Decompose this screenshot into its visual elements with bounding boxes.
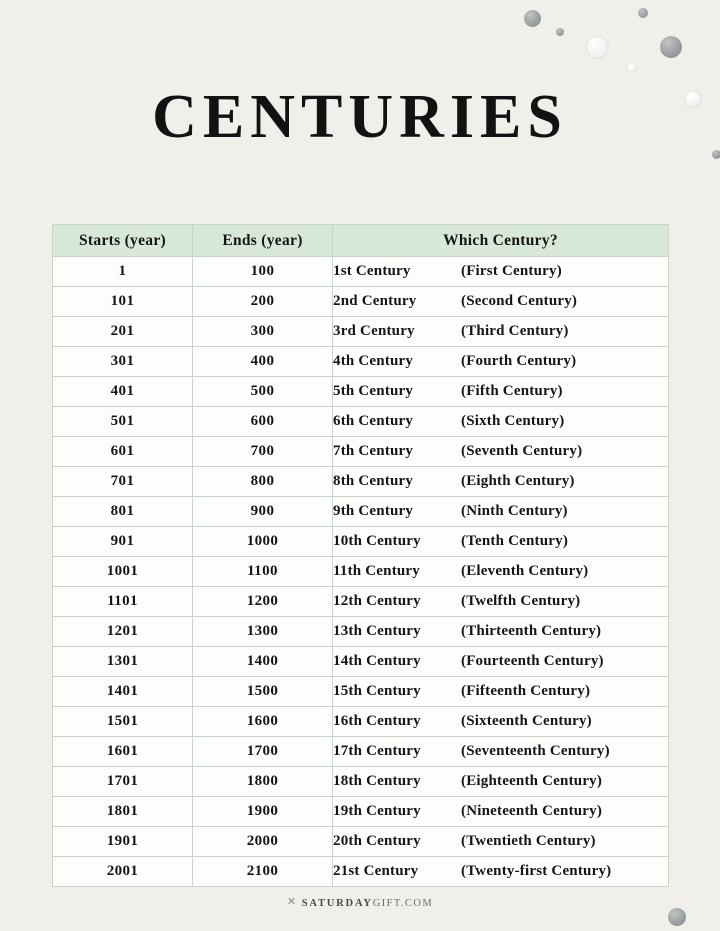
cell-end-year: 1400: [193, 647, 333, 677]
confetti-dot: [712, 150, 720, 159]
cell-which-century: [333, 557, 669, 587]
footer-brand-tld: GIFT.COM: [372, 898, 434, 909]
which-century-content: [333, 863, 668, 880]
confetti-dot: [524, 10, 541, 27]
which-century-content: [333, 683, 668, 700]
century-spelled-out: (Third Century): [461, 323, 569, 339]
cell-start-year: 1401: [53, 677, 193, 707]
cell-end-year: 2100: [193, 857, 333, 887]
century-ordinal: 20th Century: [333, 833, 421, 849]
which-century-content: [333, 443, 668, 460]
cell-start-year: 1201: [53, 617, 193, 647]
cell-start-year: 1: [53, 257, 193, 287]
century-ordinal: 9th Century: [333, 503, 414, 519]
cell-which-century: [333, 587, 669, 617]
century-ordinal: 17th Century: [333, 743, 421, 759]
cell-end-year: 1300: [193, 617, 333, 647]
table-row: [53, 677, 669, 707]
cell-start-year: 1901: [53, 827, 193, 857]
column-header-starts: Starts (year): [53, 225, 193, 257]
century-ordinal: 11th Century: [333, 563, 420, 579]
table-row: [53, 797, 669, 827]
which-century-content: [333, 623, 668, 640]
century-ordinal: 4th Century: [333, 353, 414, 369]
table-row: [53, 347, 669, 377]
column-header-ends: Ends (year): [193, 225, 333, 257]
confetti-dot: [626, 62, 637, 73]
cell-end-year: 400: [193, 347, 333, 377]
table-row: [53, 527, 669, 557]
which-century-content: [333, 833, 668, 850]
table-row: [53, 287, 669, 317]
column-header-which-century: Which Century?: [333, 225, 669, 257]
footer-brand-name: SATURDAY: [301, 898, 373, 909]
which-century-content: [333, 593, 668, 610]
cell-which-century: [333, 677, 669, 707]
cell-start-year: 401: [53, 377, 193, 407]
century-ordinal: 6th Century: [333, 413, 414, 429]
cell-which-century: [333, 317, 669, 347]
which-century-content: [333, 383, 668, 400]
century-spelled-out: (Seventh Century): [461, 443, 583, 459]
cell-which-century: [333, 497, 669, 527]
cell-start-year: 901: [53, 527, 193, 557]
cell-end-year: 1800: [193, 767, 333, 797]
cell-start-year: 1801: [53, 797, 193, 827]
century-spelled-out: (Thirteenth Century): [461, 623, 602, 639]
table-body: [53, 257, 669, 887]
century-spelled-out: (Sixteenth Century): [461, 713, 592, 729]
century-spelled-out: (Nineteenth Century): [461, 803, 603, 819]
cell-end-year: 700: [193, 437, 333, 467]
century-spelled-out: (Fourth Century): [461, 353, 577, 369]
which-century-content: [333, 473, 668, 490]
saturdaygift-logo-icon: ✕: [286, 896, 298, 908]
table-row: [53, 257, 669, 287]
table-row: [53, 407, 669, 437]
which-century-content: [333, 533, 668, 550]
century-spelled-out: (Fifteenth Century): [461, 683, 591, 699]
cell-which-century: [333, 827, 669, 857]
century-spelled-out: (Fifth Century): [461, 383, 563, 399]
century-ordinal: 8th Century: [333, 473, 414, 489]
cell-which-century: [333, 647, 669, 677]
cell-which-century: [333, 617, 669, 647]
cell-which-century: [333, 527, 669, 557]
table-row: [53, 557, 669, 587]
century-ordinal: 15th Century: [333, 683, 421, 699]
table-header-row: [53, 225, 669, 257]
century-spelled-out: (Twentieth Century): [461, 833, 596, 849]
cell-which-century: [333, 797, 669, 827]
which-century-content: [333, 353, 668, 370]
centuries-table: [52, 224, 669, 887]
cell-which-century: [333, 377, 669, 407]
table-row: [53, 617, 669, 647]
cell-start-year: 701: [53, 467, 193, 497]
table-row: [53, 377, 669, 407]
century-spelled-out: (Eleventh Century): [461, 563, 589, 579]
cell-start-year: 801: [53, 497, 193, 527]
cell-end-year: 900: [193, 497, 333, 527]
cell-end-year: 1200: [193, 587, 333, 617]
cell-start-year: 201: [53, 317, 193, 347]
cell-start-year: 1001: [53, 557, 193, 587]
cell-end-year: 500: [193, 377, 333, 407]
which-century-content: [333, 653, 668, 670]
table-header: [53, 225, 669, 257]
cell-end-year: 1100: [193, 557, 333, 587]
cell-which-century: [333, 287, 669, 317]
confetti-dot: [586, 36, 609, 59]
which-century-content: [333, 743, 668, 760]
century-ordinal: 2nd Century: [333, 293, 417, 309]
cell-which-century: [333, 257, 669, 287]
cell-end-year: 1500: [193, 677, 333, 707]
cell-which-century: [333, 437, 669, 467]
century-ordinal: 18th Century: [333, 773, 421, 789]
cell-start-year: 301: [53, 347, 193, 377]
century-spelled-out: (Tenth Century): [461, 533, 569, 549]
century-ordinal: 7th Century: [333, 443, 414, 459]
cell-start-year: 601: [53, 437, 193, 467]
which-century-content: [333, 803, 668, 820]
century-ordinal: 10th Century: [333, 533, 421, 549]
table-row: [53, 467, 669, 497]
table-row: [53, 587, 669, 617]
table-row: [53, 827, 669, 857]
which-century-content: [333, 503, 668, 520]
cell-which-century: [333, 857, 669, 887]
which-century-content: [333, 293, 668, 310]
cell-start-year: 101: [53, 287, 193, 317]
table-row: [53, 707, 669, 737]
table-row: [53, 647, 669, 677]
cell-which-century: [333, 347, 669, 377]
which-century-content: [333, 773, 668, 790]
cell-end-year: 1000: [193, 527, 333, 557]
confetti-dot: [556, 28, 564, 36]
cell-end-year: 100: [193, 257, 333, 287]
cell-end-year: 2000: [193, 827, 333, 857]
century-ordinal: 21st Century: [333, 863, 419, 879]
cell-which-century: [333, 707, 669, 737]
century-ordinal: 12th Century: [333, 593, 421, 609]
cell-end-year: 200: [193, 287, 333, 317]
century-ordinal: 14th Century: [333, 653, 421, 669]
which-century-content: [333, 413, 668, 430]
cell-start-year: 2001: [53, 857, 193, 887]
which-century-content: [333, 263, 668, 280]
confetti-dot: [660, 36, 682, 58]
cell-start-year: 1701: [53, 767, 193, 797]
century-spelled-out: (Eighteenth Century): [461, 773, 603, 789]
footer-branding: [0, 896, 720, 909]
century-spelled-out: (Eighth Century): [461, 473, 575, 489]
century-ordinal: 19th Century: [333, 803, 421, 819]
century-ordinal: 3rd Century: [333, 323, 415, 339]
century-ordinal: 13th Century: [333, 623, 421, 639]
cell-start-year: 1501: [53, 707, 193, 737]
century-spelled-out: (Ninth Century): [461, 503, 568, 519]
cell-which-century: [333, 737, 669, 767]
centuries-table-container: [52, 224, 668, 887]
century-spelled-out: (Second Century): [461, 293, 578, 309]
cell-start-year: 1601: [53, 737, 193, 767]
page-title: CENTURIES: [152, 83, 568, 151]
cell-start-year: 1101: [53, 587, 193, 617]
table-row: [53, 857, 669, 887]
cell-end-year: 600: [193, 407, 333, 437]
cell-start-year: 1301: [53, 647, 193, 677]
cell-which-century: [333, 407, 669, 437]
table-row: [53, 497, 669, 527]
cell-end-year: 1900: [193, 797, 333, 827]
century-ordinal: 16th Century: [333, 713, 421, 729]
century-spelled-out: (Twenty-first Century): [461, 863, 612, 879]
cell-end-year: 1700: [193, 737, 333, 767]
table-row: [53, 767, 669, 797]
cell-end-year: 1600: [193, 707, 333, 737]
which-century-content: [333, 323, 668, 340]
cell-end-year: 800: [193, 467, 333, 497]
which-century-content: [333, 713, 668, 730]
table-row: [53, 737, 669, 767]
confetti-dot: [638, 8, 648, 18]
cell-end-year: 300: [193, 317, 333, 347]
century-spelled-out: (Twelfth Century): [461, 593, 581, 609]
century-spelled-out: (First Century): [461, 263, 562, 279]
cell-start-year: 501: [53, 407, 193, 437]
century-ordinal: 1st Century: [333, 263, 411, 279]
century-spelled-out: (Fourteenth Century): [461, 653, 604, 669]
century-spelled-out: (Seventeenth Century): [461, 743, 610, 759]
cell-which-century: [333, 767, 669, 797]
confetti-dot: [668, 908, 686, 926]
which-century-content: [333, 563, 668, 580]
table-row: [53, 437, 669, 467]
century-ordinal: 5th Century: [333, 383, 414, 399]
table-row: [53, 317, 669, 347]
cell-which-century: [333, 467, 669, 497]
century-spelled-out: (Sixth Century): [461, 413, 565, 429]
